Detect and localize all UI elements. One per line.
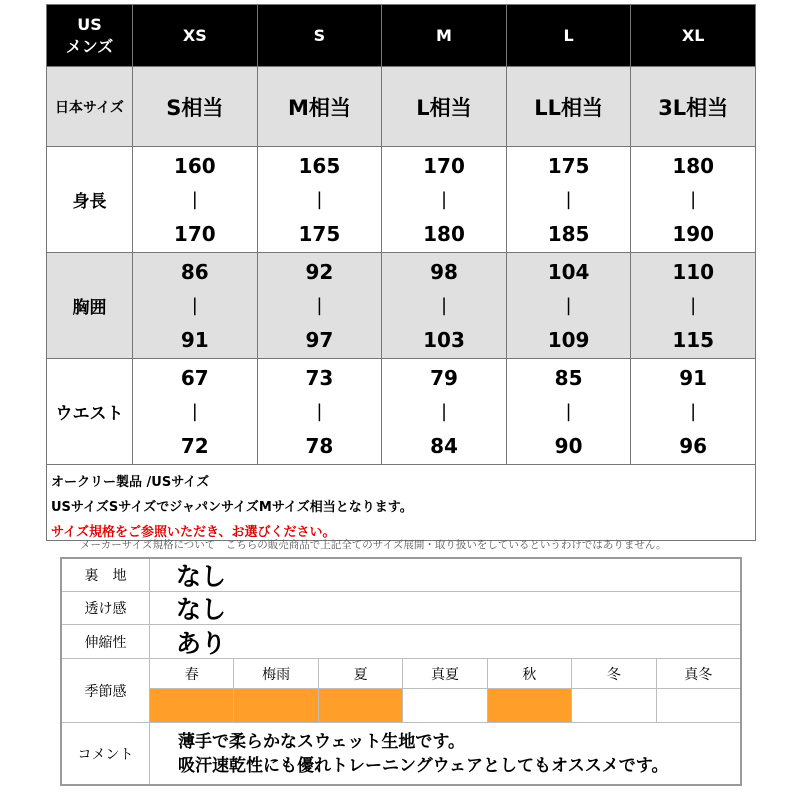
- range-max: 115: [672, 327, 715, 352]
- season-name: 冬: [571, 659, 655, 689]
- jp-size-m: L相当: [382, 67, 507, 147]
- mens-label: メンズ: [65, 36, 114, 56]
- range-min: 110: [672, 259, 715, 284]
- range-max: 103: [423, 327, 465, 352]
- range-max: 185: [547, 221, 590, 246]
- range-min: 86: [180, 259, 209, 284]
- range-max: 180: [423, 221, 465, 246]
- height-range-xl: [631, 147, 756, 253]
- season-indicator: [571, 689, 655, 722]
- height-range-m: [382, 147, 507, 253]
- season-indicator: [318, 689, 402, 722]
- range-min: 180: [672, 153, 715, 178]
- range-separator: |: [690, 188, 697, 210]
- range-min: 175: [547, 153, 590, 178]
- comment-text: [150, 723, 740, 784]
- chest-row: [46, 253, 756, 359]
- jp-size-xs: S相当: [133, 67, 258, 147]
- range-separator: |: [690, 400, 697, 422]
- season-name: 梅雨: [233, 659, 317, 689]
- size-header-xs: XS: [133, 5, 258, 67]
- range-max: 72: [180, 433, 209, 458]
- chest-range-m: [382, 253, 507, 359]
- size-header-m: M: [382, 5, 507, 67]
- range-min: 73: [305, 365, 334, 390]
- range-separator: |: [440, 400, 448, 422]
- range-min: 79: [430, 365, 458, 390]
- range-max: 97: [305, 327, 334, 352]
- us-mens-header: [47, 5, 133, 67]
- height-range-xs: [133, 147, 258, 253]
- range-min: 170: [423, 153, 465, 178]
- range-min: 165: [298, 153, 341, 178]
- range-separator: |: [565, 188, 572, 210]
- range-max: 190: [672, 221, 715, 246]
- sheer-row: [62, 592, 740, 625]
- jp-size-label: 日本サイズ: [47, 67, 133, 147]
- chest-label: 胸囲: [47, 253, 133, 359]
- note-line-2: USサイズSサイズでジャパンサイズMサイズ相当となります。: [51, 500, 413, 515]
- waist-range-l: [507, 359, 632, 465]
- season-name: 真夏: [402, 659, 486, 689]
- range-min: 104: [547, 259, 590, 284]
- range-min: 67: [180, 365, 209, 390]
- range-min: 91: [679, 365, 708, 390]
- range-max: 109: [547, 327, 590, 352]
- stretch-row: [62, 625, 740, 659]
- season-indicator: [149, 689, 233, 722]
- waist-row: [46, 359, 756, 465]
- comment-row: [62, 723, 740, 784]
- range-separator: |: [316, 400, 323, 422]
- material-table: [60, 557, 742, 786]
- season-name: 春: [149, 659, 233, 689]
- maker-note: メーカーサイズ規格について こちらの販売商品で上記全てのサイズ展開・取り扱いをしているというわけではありません。: [80, 539, 667, 551]
- season-name: 夏: [318, 659, 402, 689]
- jp-size-row: [46, 67, 756, 147]
- season-label: 季節感: [62, 659, 150, 722]
- waist-range-xl: [631, 359, 756, 465]
- season-name: 真冬: [656, 659, 740, 689]
- sheer-label: 透け感: [62, 592, 150, 624]
- range-max: 96: [679, 433, 708, 458]
- range-separator: |: [191, 294, 198, 316]
- lining-label: 裏 地: [62, 559, 150, 591]
- height-range-s: [258, 147, 383, 253]
- season-indicator: [487, 689, 571, 722]
- range-max: 170: [173, 221, 216, 246]
- range-separator: |: [565, 400, 572, 422]
- size-notice: サイズ規格をご参照いただき、お選びください。: [51, 525, 336, 540]
- size-grid: [46, 4, 756, 67]
- range-max: 91: [180, 327, 209, 352]
- lining-value: なし: [176, 562, 227, 591]
- range-separator: |: [440, 188, 448, 210]
- range-separator: |: [316, 294, 323, 316]
- season-row: [62, 659, 740, 723]
- range-min: 92: [305, 259, 334, 284]
- size-header-s: S: [258, 5, 383, 67]
- season-indicator: [656, 689, 740, 722]
- lining-row: [62, 559, 740, 592]
- range-separator: |: [316, 188, 323, 210]
- stretch-value: あり: [176, 628, 227, 658]
- range-separator: |: [565, 294, 572, 316]
- height-row: [46, 147, 756, 253]
- range-separator: |: [690, 294, 697, 316]
- season-name: 秋: [487, 659, 571, 689]
- range-separator: |: [191, 188, 198, 210]
- size-header-xl: XL: [631, 5, 756, 67]
- chest-range-xl: [631, 253, 756, 359]
- jp-size-l: LL相当: [507, 67, 632, 147]
- note-line-1: オークリー製品 /USサイズ: [51, 475, 210, 490]
- stretch-label: 伸縮性: [62, 625, 150, 658]
- range-max: 90: [554, 433, 583, 458]
- height-range-l: [507, 147, 632, 253]
- jp-size-xl: 3L相当: [631, 67, 756, 147]
- comment-line-1: 薄手で柔らかなスウェット生地です。: [178, 731, 465, 752]
- season-indicator: [402, 689, 486, 722]
- range-max: 175: [298, 221, 341, 246]
- chest-range-xs: [133, 253, 258, 359]
- waist-label: ウエスト: [47, 359, 133, 465]
- comment-label: コメント: [62, 723, 150, 784]
- size-notes: [46, 465, 756, 541]
- range-separator: |: [440, 294, 448, 316]
- height-label: 身長: [47, 147, 133, 253]
- chest-range-s: [258, 253, 383, 359]
- waist-range-s: [258, 359, 383, 465]
- sheer-value: なし: [176, 595, 227, 624]
- range-min: 160: [173, 153, 216, 178]
- range-max: 78: [305, 433, 334, 458]
- waist-range-xs: [133, 359, 258, 465]
- size-header-l: L: [507, 5, 632, 67]
- range-min: 85: [554, 365, 583, 390]
- chest-range-l: [507, 253, 632, 359]
- us-label: US: [77, 14, 102, 34]
- range-separator: |: [191, 400, 198, 422]
- waist-range-m: [382, 359, 507, 465]
- jp-size-s: M相当: [258, 67, 383, 147]
- range-min: 98: [430, 259, 458, 284]
- season-indicator: [233, 689, 317, 722]
- range-max: 84: [430, 433, 458, 458]
- season-grid: [149, 659, 740, 722]
- size-chart: [46, 4, 756, 541]
- comment-line-2: 吸汗速乾性にも優れトレーニングウェアとしてもオススメです。: [178, 755, 669, 776]
